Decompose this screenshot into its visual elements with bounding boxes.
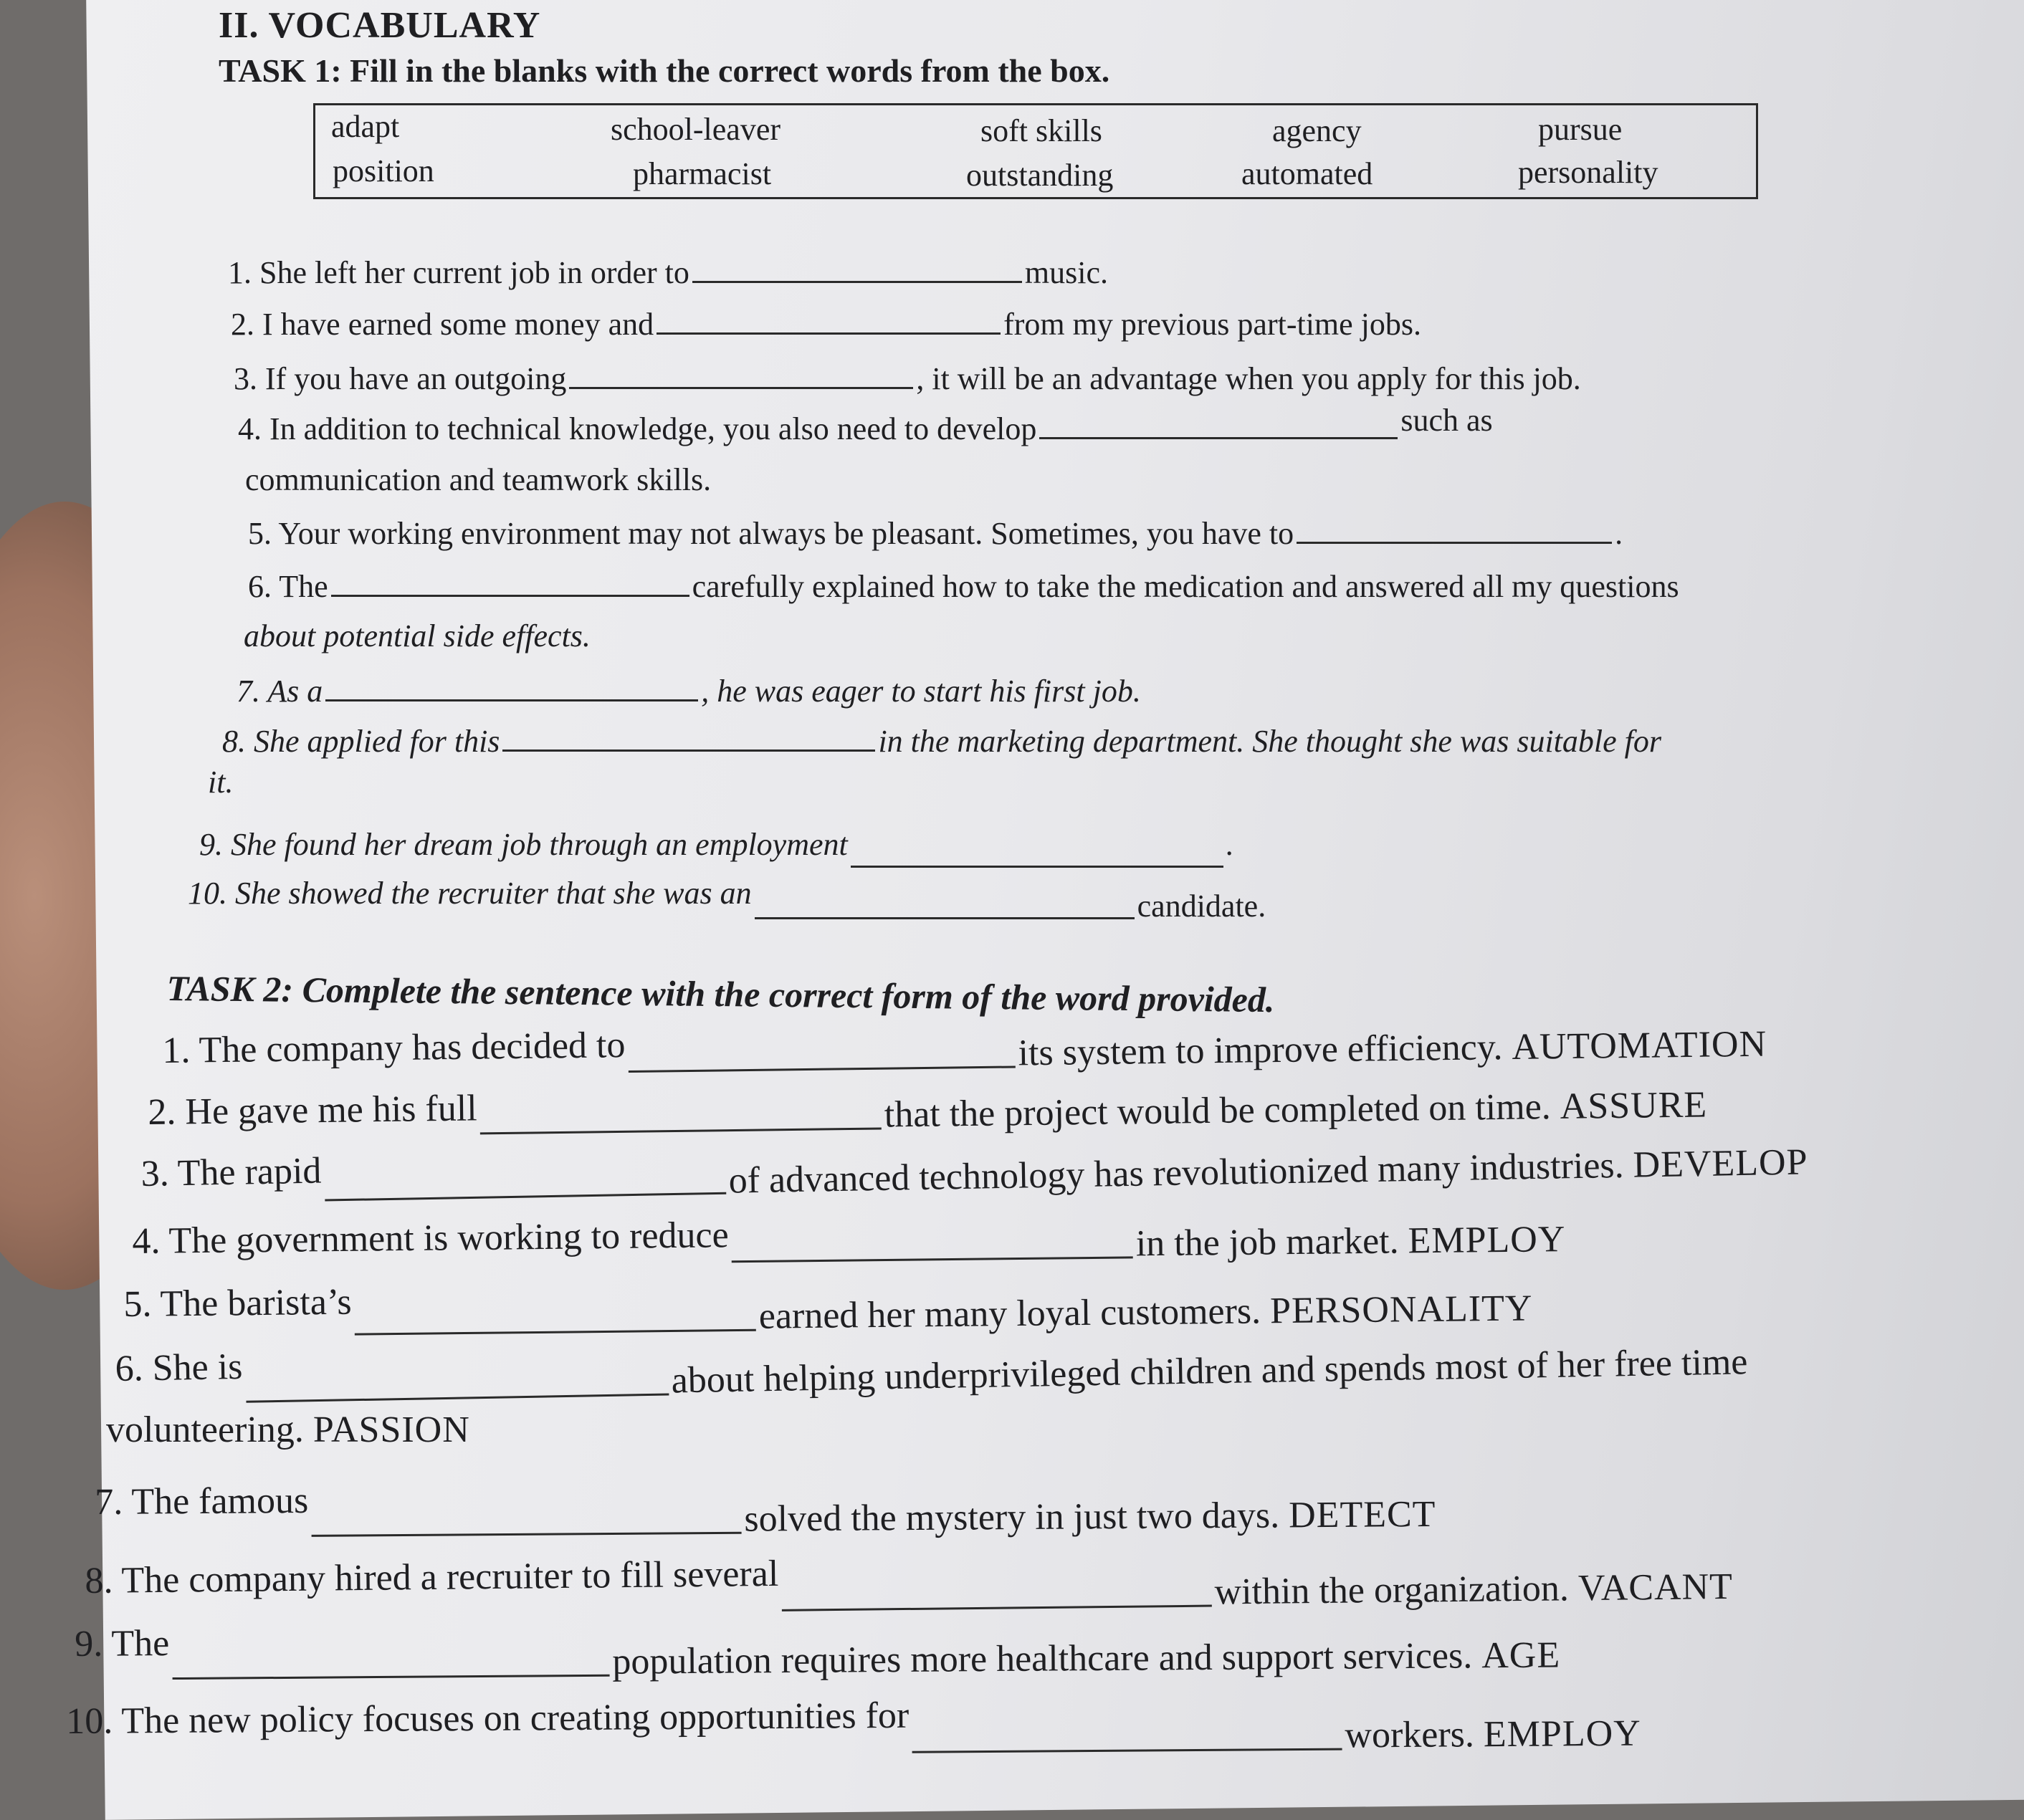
task1-item-8: 8. She applied for this in the marketing department. She thought she was suitable for <box>222 718 1661 760</box>
answer-blank[interactable] <box>1297 510 1612 544</box>
word-school-leaver: school-leaver <box>611 112 781 147</box>
task1-item-5: 5. Your working environment may not always be pleasant. Sometimes, you have to . <box>248 510 1623 552</box>
task2-item-6-continued: volunteering. PASSION <box>106 1409 470 1450</box>
task1-item-7: 7. As a , he was eager to start his first job. <box>237 668 1141 709</box>
answer-blank[interactable] <box>657 301 1001 335</box>
answer-blank[interactable] <box>755 886 1135 919</box>
word-automated: automated <box>1241 156 1373 191</box>
task1-item-3: 3. If you have an outgoing , it will be an advantage when you apply for this job. <box>234 355 1581 397</box>
task1-item-6-continued: about potential side effects. <box>244 618 591 653</box>
task2-item-1: 1. The company has decided to its system to improve efficiency. AUTOMATION <box>162 1023 1767 1074</box>
task1-item-10: 10. She showed the recruiter that she was an candidate. <box>188 876 1266 924</box>
task1-title: TASK 1: Fill in the blanks with the correct words from the box. <box>219 52 1110 89</box>
task2-item-9: 9. The population requires more healthcare and support services. AGE <box>75 1623 1561 1682</box>
answer-blank[interactable] <box>851 834 1223 868</box>
word-agency: agency <box>1272 113 1362 148</box>
answer-blank[interactable] <box>1039 406 1398 439</box>
task2-item-7: 7. The famous solved the mystery in just two days. DETECT <box>95 1480 1436 1540</box>
task2-item-5: 5. The barista’s earned her many loyal customers. PERSONALITY <box>123 1281 1533 1337</box>
task2-title: TASK 2: Complete the sentence with the correct form of the word provided. <box>166 968 1275 1020</box>
task2-item-4: 4. The government is working to reduce in the job market. EMPLOY <box>132 1215 1566 1265</box>
task2-item-10: 10. The new policy focuses on creating opportunities for workers. EMPLOY <box>66 1695 1641 1756</box>
word-soft-skills: soft skills <box>980 113 1102 148</box>
task1-item-6: 6. The carefully explained how to take the medication and answered all my questions <box>248 563 1679 605</box>
task2-item-2: 2. He gave me his full that the project would be completed on time. ASSURE <box>148 1084 1708 1136</box>
answer-blank[interactable] <box>569 355 913 389</box>
word-personality: personality <box>1518 155 1658 190</box>
task2-item-3: 3. The rapid of advanced technology has revolutionized many industries. DEVELOP <box>140 1141 1808 1202</box>
answer-blank[interactable] <box>172 1637 609 1680</box>
answer-blank[interactable] <box>692 249 1022 283</box>
answer-blank[interactable] <box>912 1711 1342 1753</box>
task2-item-8: 8. The company hired a recruiter to fill several within the organization. VACANT <box>85 1553 1734 1613</box>
answer-blank[interactable] <box>354 1292 756 1336</box>
task1-item-8-continued: it. <box>208 765 234 800</box>
answer-blank[interactable] <box>781 1568 1212 1611</box>
answer-blank[interactable] <box>245 1356 669 1403</box>
answer-blank[interactable] <box>325 668 698 701</box>
answer-blank[interactable] <box>628 1028 1016 1073</box>
task1-item-9: 9. She found her dream job through an employment . <box>199 821 1234 863</box>
answer-blank[interactable] <box>731 1219 1133 1263</box>
task1-item-4-continued: communication and teamwork skills. <box>245 462 712 497</box>
word-box-row-2 <box>315 153 1756 196</box>
task1-item-4: 4. In addition to technical knowledge, you also need to develop such as <box>238 403 1493 446</box>
task1-item-2: 2. I have earned some money and from my previous part-time jobs. <box>231 301 1421 343</box>
word-box-row-1 <box>315 108 1756 151</box>
answer-blank[interactable] <box>331 563 689 597</box>
word-pharmacist: pharmacist <box>633 156 772 191</box>
word-outstanding: outstanding <box>966 158 1114 193</box>
word-adapt: adapt <box>331 109 400 144</box>
answer-blank[interactable] <box>479 1090 882 1134</box>
word-box <box>313 103 1758 199</box>
word-position: position <box>333 153 434 188</box>
task1-item-1: 1. She left her current job in order to music. <box>228 249 1108 291</box>
word-pursue: pursue <box>1538 112 1623 147</box>
answer-blank[interactable] <box>502 718 875 752</box>
task2-item-6: 6. She is about helping underprivileged children and spends most of her free time <box>115 1313 1747 1390</box>
answer-blank[interactable] <box>324 1155 726 1202</box>
section-title: II. VOCABULARY <box>219 5 541 46</box>
answer-blank[interactable] <box>311 1495 741 1537</box>
